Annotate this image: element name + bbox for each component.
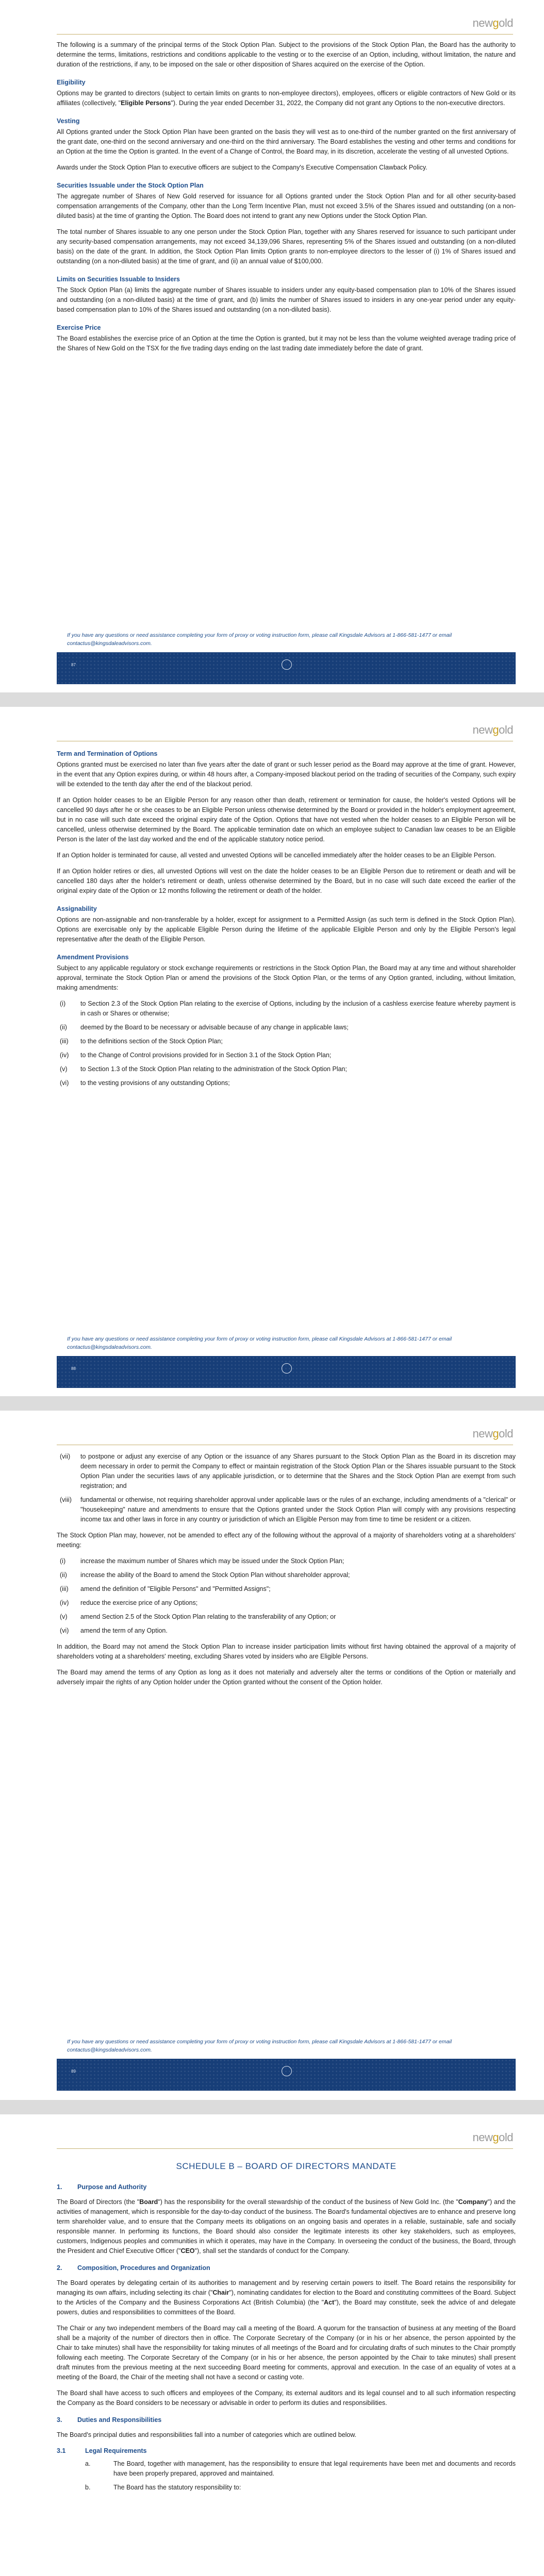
page-content	[57, 1451, 516, 1693]
paragraph: If an Option holder ceases to be an Eligible Person for any reason other than death, retirement or termination for cause, the holder's vested Options will be cancelled 90 days after he or she ceases to be an Eligible Person unless otherwise determined by the Board or provided in the holder's employment agreement, but in no case will such date exceed the original expiry date of the Option. Options that have not vested when the holder ceases to an Eligible Person will be cancelled, unless otherwise determined by the Board. The applicable termination date on which an employee subject to Canadian law ceases to be an Eligible Person is the later of the last day worked and the end of the applicable statutory notice period.	[57, 796, 516, 843]
section-heading: 2. Composition, Procedures and Organization	[57, 2264, 210, 2272]
amendment-list	[57, 1452, 516, 1524]
list-item: (ii) deemed by the Board to be necessary or advisable because of any change in applicable laws;	[60, 1024, 349, 1031]
list-item: (ii) increase the ability of the Board to amend the Stock Option Plan without shareholder approval;	[60, 1571, 350, 1579]
proxy-help-note: If you have any questions or need assistance completing your form of proxy or voting instruction form, please call Kingsdale Advisors at 1-866-581-1477 or email contactus@kingsdaleadvisors.com.	[67, 2039, 452, 2053]
page-1	[0, 0, 544, 692]
section-heading: 1. Purpose and Authority	[57, 2183, 147, 2191]
list-item: (v) to Section 1.3 of the Stock Option Plan relating to the administration of the Stock Option Plan;	[60, 1065, 347, 1073]
list-item: b. The Board has the statutory responsibility to:	[85, 2483, 241, 2491]
section-heading: Amendment Provisions	[57, 954, 129, 961]
footer-bar	[57, 1356, 516, 1388]
page-header	[0, 0, 544, 36]
paragraph: Subject to any applicable regulatory or stock exchange requirements or restrictions in the Stock Option Plan, the Board may at any time and without shareholder approval, terminate the Stock Option Plan or amend the provisions of the Stock Option Plan, or the terms of any Option granted, including, without limitation, making amendments:	[57, 964, 516, 991]
list-item: (iv) reduce the exercise price of any Options;	[60, 1599, 198, 1606]
proxy-help-note: If you have any questions or need assistance completing your form of proxy or voting instruction form, please call Kingsdale Advisors at 1-866-581-1477 or email contactus@kingsdaleadvisors.com.	[67, 632, 452, 647]
list-item: (vi) amend the term of any Option.	[60, 1627, 168, 1634]
list-item: (vi) to the vesting provisions of any outstanding Options;	[60, 1079, 230, 1087]
seal-icon	[282, 1363, 292, 1374]
page-header	[0, 2114, 544, 2150]
list-item: (viii) fundamental or otherwise, not requiring shareholder approval under applicable laws or the rules of an exchange, including amendments of a "clerical" or "housekeeping" nature and amendments to ensure that the Options granted under the Stock Option Plan will comply with any provisions respecting income tax and other laws in force in any country or jurisdiction of which an Eligible Person may from time to time be resident or a citizen.	[60, 1496, 516, 1523]
paragraph: Options may be granted to directors (subject to certain limits on grants to non-employee directors), employees, officers or eligible contractors of New Gold or its affiliates (collectively, "Eligible Persons"). During the year ended December 31, 2022, the Company did not grant any Options to the non-executive directors.	[57, 90, 516, 107]
section-heading: Assignability	[57, 905, 97, 912]
seal-icon	[282, 659, 292, 670]
paragraph: Awards under the Stock Option Plan to executive officers are subject to the Company's Executive Compensation Clawback Policy.	[57, 164, 427, 171]
section-heading: Limits on Securities Issuable to Insiders	[57, 276, 180, 283]
company-logo: newgold	[472, 723, 513, 736]
paragraph: The Board establishes the exercise price of an Option at the time the Option is granted, but it may not be less than the volume weighted average trading price of the Shares of New Gold on the TSX for the five trading days ending on the last trading date immediately before the date of grant.	[57, 335, 516, 352]
paragraph: The Chair or any two independent members of the Board may call a meeting of the Board. A quorum for the transaction of business at any meeting of the Board shall be a majority of the number of directors then in office. The Corporate Secretary of the Company (or in his or her absence, the person appointed by the Chair to take minutes) shall have the responsibility for taking minutes of all meetings of the Board and for circulating drafts of such minutes to the Chair promptly following each meeting. The Corporate Secretary of the Company (or in his or her absence, the person appointed by the Chair to take minutes) shall present draft minutes from the previous meeting at the next succeeding Board meeting for comments, approval and execution. In the case of an equality of votes at a meeting of the Board, the Chair of the meeting shall not have a second or casting vote.	[57, 2324, 516, 2381]
paragraph: The total number of Shares issuable to any one person under the Stock Option Plan, together with any Shares reserved for issuance to such participant under any security-based compensation arrangements, may not exceed 34,139,096 Shares, representing 5% of the Shares issued and outstanding (on a non-diluted basis) on the date of the grant. In addition, the Stock Option Plan limits Option grants to non-employee directors to the lesser of (i) 1% of Shares issued and outstanding (on a non-diluted basis) at the time of grant, and (ii) an annual value of $100,000.	[57, 228, 516, 265]
list-item: (i) increase the maximum number of Shares which may be issued under the Stock Option Plan;	[60, 1557, 344, 1565]
amendment-list	[57, 999, 516, 1088]
paragraph: The Board operates by delegating certain of its authorities to management and by reserving certain powers to itself. The Board retains the responsibility for managing its own affairs, including selecting its chair ("Chair"), nominating candidates for election to the Board and constituting committees of the Board. Subject to the Articles of the Company and the Business Corporations Act (British Columbia) (the "Act"), the Board may constitute, seek the advice of and delegate powers, duties and responsibilities to committees of the Board.	[57, 2279, 516, 2316]
section-heading: Vesting	[57, 117, 80, 125]
restriction-list	[57, 1556, 516, 1636]
paragraph: Options granted must be exercised no later than five years after the date of grant or such lesser period as the Board may approve at the time of grant. However, in the event that any Option expires during, or within 48 hours after, a Company-imposed blackout period on the trading of securities of the Company, such expiry will be extended to the tenth day after the end of the blackout period.	[57, 761, 516, 788]
list-item: (iii) amend the definition of "Eligible Persons" and "Permitted Assigns";	[60, 1585, 271, 1592]
paragraph: All Options granted under the Stock Option Plan have been granted on the basis they will vest as to one-third of the number granted on the first anniversary of the grant date, one-third on the second anniversary and one-third on the third anniversary. The Board establishes the vesting and other terms and conditions for an Option at the time the Option is granted. In the event of a Change of Control, the Board may, in its discretion, accelerate the vesting of all unvested Options.	[57, 128, 516, 155]
paragraph: If an Option holder is terminated for cause, all vested and unvested Options will be cancelled immediately after the holder ceases to be an Eligible Person.	[57, 852, 496, 859]
header-rule	[57, 2148, 513, 2149]
company-logo: newgold	[472, 2131, 513, 2144]
page-content	[57, 747, 516, 1094]
list-item: (vii) to postpone or adjust any exercise of any Option or the issuance of any Shares pursuant to the Stock Option Plan as the Board in its discretion may deem necessary in order to permit the Company to effect or maintain registration of the Stock Option Plan or the Shares issuable pursuant to the Stock Option Plan under the securities laws of any applicable jurisdiction, or to determine that the Shares and the Stock Option Plan are exempt from such registration; and	[60, 1453, 516, 1489]
paragraph: Options are non-assignable and non-transferable by a holder, except for assignment to a Permitted Assign (as such term is defined in the Stock Option Plan). Options are exercisable only by the applicable Eligible Person during the lifetime of the applicable Eligible Person and only by the Eligible Person's legal representative after the death of the Eligible Person.	[57, 916, 516, 943]
page-number: 87	[71, 663, 76, 667]
page-number: 88	[71, 1366, 76, 1371]
page-content	[57, 2155, 516, 2497]
page-header	[0, 707, 544, 743]
company-logo: newgold	[472, 1427, 513, 1440]
paragraph: The Board's principal duties and responsibilities fall into a number of categories which are outlined below.	[57, 2431, 357, 2438]
list-item: (iii) to the definitions section of the Stock Option Plan;	[60, 1038, 223, 1045]
section-heading: Exercise Price	[57, 324, 101, 331]
section-heading: Term and Termination of Options	[57, 750, 158, 757]
page-3	[0, 1411, 544, 2100]
paragraph: The Board of Directors (the "Board") has the responsibility for the overall stewardship of the conduct of the business of New Gold Inc. (the "Company") and the activities of management, which is responsible for the day-to-day conduct of the business. The Board's fundamental objectives are to enhance and preserve long term shareholder value, and to ensure that the Company meets its obligations on an ongoing basis and operates in a reliable, sustainable, safe and socially responsible manner. In performing its functions, the Board should also consider the legitimate interests its other key stakeholders, such as employees, customers, Indigenous peoples and communities in which it operates, may have in the Company. In overseeing the conduct of the business, the Board, through the President and Chief Executive Officer ("CEO"), shall set the standards of conduct for the Company.	[57, 2198, 516, 2255]
header-rule	[57, 34, 513, 35]
list-item: (iv) to the Change of Control provisions provided for in Section 3.1 of the Stock Option Plan;	[60, 1052, 332, 1059]
page-number: 89	[71, 2069, 76, 2074]
company-logo: newgold	[472, 16, 513, 29]
page-content	[57, 40, 516, 360]
list-item: (i) to Section 2.3 of the Stock Option Plan relating to the exercise of Options, including by the inclusion of a cashless exercise feature whereby payment is in cash or Shares or otherwise;	[60, 1000, 516, 1017]
paragraph: If an Option holder retires or dies, all unvested Options will vest on the date the holder ceases to be an Eligible Person due to retirement or death and will be cancelled 180 days after the holder's retirement or death, unless otherwise determined by the Board, but in no case will such date exceed the earlier of the original expiry date of the Option or 12 months following the retirement or death of the holder.	[57, 868, 516, 894]
paragraph: The Board shall have access to such officers and employees of the Company, its external auditors and its legal counsel and to all such information respecting the Company as the Board considers to be necessary or advisable in order to perform its duties and responsibilities.	[57, 2389, 516, 2406]
seal-icon	[282, 2066, 292, 2076]
section-heading: 3. Duties and Responsibilities	[57, 2416, 162, 2424]
page-2	[0, 707, 544, 1396]
section-heading: Eligibility	[57, 79, 86, 86]
paragraph: In addition, the Board may not amend the Stock Option Plan to increase insider participation limits without first having obtained the approval of a majority of shareholders voting at a shareholders' meeting, excluding Shares voted by insiders who are Eligible Persons.	[57, 1643, 516, 1660]
page-4	[0, 2114, 544, 2576]
footer-bar	[57, 652, 516, 684]
paragraph: The Stock Option Plan (a) limits the aggregate number of Shares issuable to insiders under any equity-based compensation plan to 10% of the Shares issued and outstanding (on a non-diluted basis) at the time of grant, and (b) limits the number of Shares issued to insiders in any one-year period under any equity-based compensation plan to 10% of the Shares issued and outstanding (on a non-diluted basis).	[57, 286, 516, 313]
paragraph: The aggregate number of Shares of New Gold reserved for issuance for all Options granted under the Stock Option Plan and for all other security-based compensation arrangements of the Company, other than the Long Term Incentive Plan, must not exceed 3.5% of the Shares issued and outstanding (on a non-diluted basis) at the time of granting the Option. The Board does not intend to grant any new Options under the Stock Option Plan.	[57, 193, 516, 219]
footer-bar	[57, 2059, 516, 2091]
section-heading: Securities Issuable under the Stock Option Plan	[57, 182, 204, 189]
paragraph: The following is a summary of the principal terms of the Stock Option Plan. Subject to the provisions of the Stock Option Plan, the Board has the authority to determine the terms, limitations, restrictions and conditions applicable to the vesting or to the exercise of an Option, including, without limitation, the nature and duration of the restrictions, if any, to be imposed on the sale or other disposition of Shares acquired on the exercise of the Option.	[57, 41, 516, 68]
page-header	[0, 1411, 544, 1447]
paragraph: The Board may amend the terms of any Option as long as it does not materially and adversely alter the terms or conditions of the Option or materially and adversely impair the rights of any Option holder under the Option granted without the consent of the Option holder.	[57, 1669, 516, 1686]
schedule-title: SCHEDULE B – BOARD OF DIRECTORS MANDATE	[176, 2161, 397, 2171]
list-item: a. The Board, together with management, has the responsibility to ensure that legal requirements have been met and documents and records have been properly prepared, approved and maintained.	[85, 2460, 516, 2477]
subsection-heading: 3.1 Legal Requirements	[57, 2447, 147, 2454]
list-item: (v) amend Section 2.5 of the Stock Option Plan relating to the transferability of any Option; or	[60, 1613, 336, 1620]
proxy-help-note: If you have any questions or need assistance completing your form of proxy or voting instruction form, please call Kingsdale Advisors at 1-866-581-1477 or email contactus@kingsdaleadvisors.com.	[67, 1336, 452, 1350]
paragraph: The Stock Option Plan may, however, not be amended to effect any of the following without the approval of a majority of shareholders voting at a shareholders' meeting:	[57, 1532, 516, 1549]
